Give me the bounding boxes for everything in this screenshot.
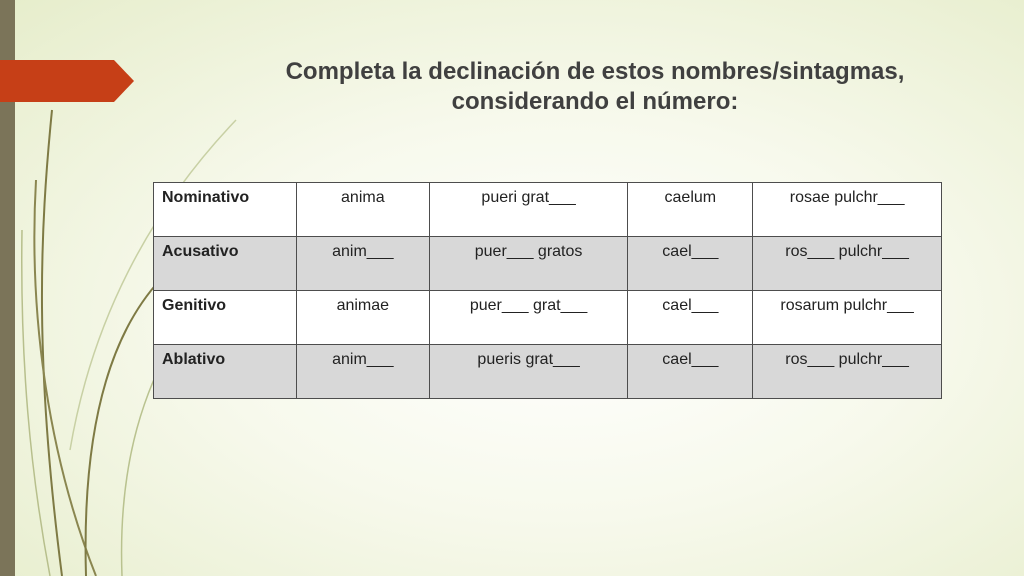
- table-cell: anima: [296, 183, 429, 237]
- title-line-1: Completa la declinación de estos nombres/sintagmas,: [285, 58, 905, 85]
- table-cell: rosae pulchr___: [753, 183, 942, 237]
- slide-title: [200, 57, 990, 117]
- case-label: Nominativo: [154, 183, 297, 237]
- table-row: [154, 237, 942, 291]
- case-label: Ablativo: [154, 345, 297, 399]
- table-cell: anim___: [296, 345, 429, 399]
- case-label: Genitivo: [154, 291, 297, 345]
- table-cell: ros___ pulchr___: [753, 345, 942, 399]
- table-row: [154, 291, 942, 345]
- table-cell: anim___: [296, 237, 429, 291]
- table-cell: caelum: [628, 183, 753, 237]
- table-cell: pueri grat___: [429, 183, 628, 237]
- arrow-accent-shape: [0, 60, 134, 102]
- table-cell: puer___ grat___: [429, 291, 628, 345]
- case-label: Acusativo: [154, 237, 297, 291]
- table-cell: ros___ pulchr___: [753, 237, 942, 291]
- table-cell: puer___ gratos: [429, 237, 628, 291]
- table-cell: cael___: [628, 237, 753, 291]
- table-row: [154, 345, 942, 399]
- declension-table: [153, 182, 942, 399]
- table-row: [154, 183, 942, 237]
- table-cell: rosarum pulchr___: [753, 291, 942, 345]
- title-line-2: considerando el número:: [451, 88, 739, 115]
- table-cell: pueris grat___: [429, 345, 628, 399]
- table-cell: cael___: [628, 291, 753, 345]
- table-cell: animae: [296, 291, 429, 345]
- table-cell: cael___: [628, 345, 753, 399]
